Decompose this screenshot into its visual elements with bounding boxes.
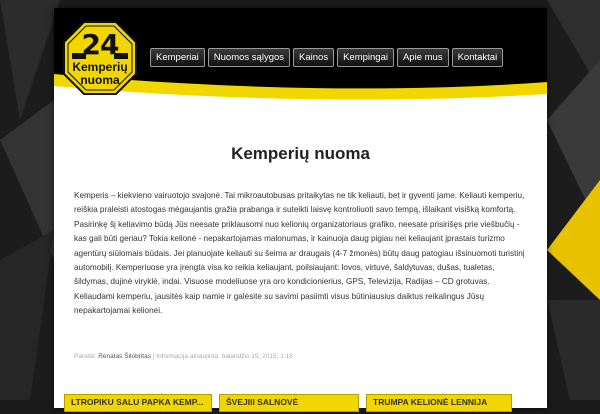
nav-item-kempingai[interactable]: Kempingai [337, 48, 394, 67]
logo-text-line1: Kemperių [72, 60, 128, 74]
nav-item-apie-mus[interactable]: Apie mus [397, 48, 449, 67]
page-title: Kemperių nuoma [231, 144, 370, 163]
article-meta [74, 353, 526, 360]
featured-tile-2[interactable]: ŠVEJIII SALNOVĖ [219, 394, 359, 412]
featured-tiles [64, 394, 512, 414]
featured-tile-3[interactable]: TRUMPA KELIONĖ LENNIJA [366, 394, 512, 412]
meta-author-prefix: Parašė: [74, 353, 97, 360]
nav-item-kontaktai[interactable]: Kontaktai [452, 48, 504, 67]
page-container [54, 8, 547, 408]
site-header [54, 8, 547, 118]
nav-item-kainos[interactable]: Kainos [293, 48, 334, 67]
logo-text-line2: nuoma [80, 73, 120, 87]
main-nav [150, 48, 503, 68]
logo-number: 24 [81, 28, 119, 61]
site-logo[interactable] [62, 20, 138, 96]
article-body: Kemperis – kiekvieno vairuotojo svajonė. Tai mikroautobusas pritaikytas ne tik keliauti, bet ir gyventi jame. Keliauti kemperiu, reiškia praleisti atostogas mėgaujantis gražia prabanga ir suteikti laisvę kontroliuoti savo tempą, išlaikant visišką komfortą. Pasirinkę šį keliavimo būdą Jūs neesate priklausomi nuo kelionių organizatoriaus grafiko, neesate prisirišęs prie viešbučių - kas gali būti geriau? Tokia kelionė - nepakartojamas malonumas, ir kainuoja daug pigiau nei keliaujant įprastais turizmo agentūrų siūlomais būdais. Jei planuojate keliauti su šeima ar draugais (4-7 žmonės) būtų daug patogiau išsinuomoti turistinį automobilį. Kemperiuose yra įrengta visa ko reikia keliaujant, poilsiaujant: lovos, virtuvė, šaldytuvas, dušas, tualetas, šildymas, dujinė viryklė, indai. Visuose modeliuose yra oro kondicionierius, GPS, Televizija, Radijas – CD grotuvas. Keliaudami kemperiu, jausitės kaip namie ir galėsite su savimi pasiimti visus būtiniausius daiktus reikalingus Jūsų nepakartojamai kelionei. [74, 191, 525, 316]
meta-updated: | Informacija atnaujinta: balandžio 15, 2015, 1:18 [152, 353, 293, 360]
nav-item-kemperiai[interactable]: Kemperiai [150, 48, 205, 67]
meta-author-link[interactable]: Renatas Šilobritas [98, 353, 151, 360]
featured-tile-1[interactable]: LTROPIKU SALU PAPKA KEMP... [64, 394, 212, 412]
nav-item-nuomos-salygos[interactable]: Nuomos sąlygos [208, 48, 290, 67]
